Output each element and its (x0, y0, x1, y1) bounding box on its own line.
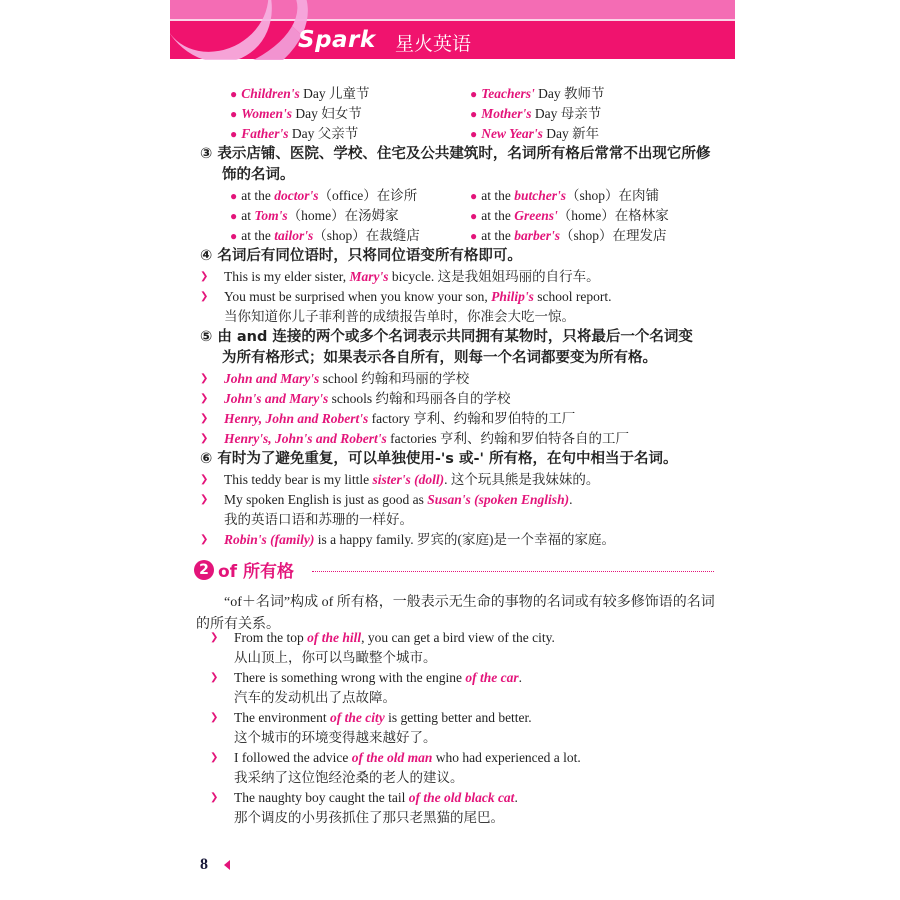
festival-term: Mother's (481, 106, 532, 121)
example-text: The naughty boy caught the tail (234, 790, 409, 805)
example-term: Henry's, John's and Robert's (224, 431, 387, 446)
example-item (210, 628, 720, 668)
example-text: This teddy bear is my little (224, 472, 373, 487)
place-text: （home）在格林家 (557, 208, 669, 223)
place-text: at (241, 208, 255, 223)
example-item (210, 708, 720, 748)
page-number: 8 (200, 856, 208, 873)
rule-text: 有时为了避免重复，可以单独使用-'s 或-' 所有格，在句中相当于名词。 (217, 451, 678, 467)
arrow-bullet-icon: ❯ (200, 494, 209, 505)
bullet-icon: ● (230, 189, 238, 203)
example-text: This is my elder sister, (224, 269, 350, 284)
place-text: （office）在诊所 (318, 188, 418, 203)
page-header-band (170, 0, 735, 60)
rule-number: ③ (200, 146, 213, 162)
rule-3-heading (200, 144, 720, 186)
example-text: is a happy family. 罗宾的(家庭)是一个幸福的家庭。 (314, 532, 615, 547)
place-text: at the (481, 228, 515, 243)
rule-4-heading (200, 246, 720, 267)
bullet-icon: ● (470, 189, 478, 203)
rule-number: ⑤ (200, 329, 213, 345)
place-text: （shop）在裁缝店 (313, 228, 420, 243)
example-item (200, 287, 720, 327)
bullet-icon: ● (470, 107, 478, 121)
example-term: of the city (329, 710, 385, 725)
arrow-bullet-icon: ❯ (200, 291, 209, 302)
festival-row (200, 124, 720, 144)
festival-text: Day 母亲节 (531, 106, 602, 121)
festival-row (200, 84, 720, 104)
place-text: （home）在汤姆家 (287, 208, 399, 223)
section-number-badge: 2 (194, 560, 214, 580)
example-item (200, 267, 720, 287)
example-translation: 那个调皮的小男孩抓住了那只老黑猫的尾巴。 (234, 810, 504, 825)
example-text: , you can get a bird view of the city. (361, 630, 555, 645)
example-term: Philip's (491, 289, 534, 304)
place-text: at the (481, 188, 515, 203)
example-translation: 这个城市的环境变得越来越好了。 (234, 730, 437, 745)
place-term: Tom's (254, 208, 288, 223)
festival-text: Day 父亲节 (288, 126, 359, 141)
festival-term: Children's (241, 86, 300, 101)
example-term: Susan's (spoken English) (427, 492, 570, 507)
rule-text: 为所有格形式；如果表示各自所有，则每一个名词都要变为所有格。 (222, 350, 657, 366)
possessive-rules-section (200, 84, 720, 550)
festival-text: Day 新年 (542, 126, 600, 141)
arrow-bullet-icon: ❯ (200, 474, 209, 485)
festival-term: Women's (241, 106, 293, 121)
rule-text: 表示店铺、医院、学校、住宅及公共建筑时，名词所有格后常常不出现它所修 (217, 146, 711, 162)
example-term: John's and Mary's (224, 391, 329, 406)
example-text: . (514, 790, 518, 805)
example-translation: 汽车的发动机出了点故障。 (234, 690, 396, 705)
example-text: schools 约翰和玛丽各自的学校 (328, 391, 511, 406)
example-text: bicycle. 这是我姐姐玛丽的自行车。 (388, 269, 600, 284)
example-term: of the old black cat (408, 790, 515, 805)
dotted-rule (312, 571, 714, 572)
example-translation: 从山顶上，你可以鸟瞰整个城市。 (234, 650, 437, 665)
arrow-bullet-icon: ❯ (200, 271, 209, 282)
place-term: butcher's (514, 188, 567, 203)
example-term: of the hill (307, 630, 362, 645)
example-term: sister's (doll) (372, 472, 445, 487)
place-text: （shop）在理发店 (560, 228, 667, 243)
festival-text: Day 教师节 (534, 86, 605, 101)
brand-name-cn: 星火英语 (395, 33, 472, 55)
place-term: barber's (514, 228, 561, 243)
example-term: of the old man (351, 750, 433, 765)
rule-number: ⑥ (200, 451, 213, 467)
arrow-bullet-icon: ❯ (210, 792, 219, 803)
place-term: Greens' (514, 208, 558, 223)
festival-list (200, 84, 720, 144)
example-item (200, 470, 720, 490)
arrow-bullet-icon: ❯ (200, 413, 209, 424)
example-translation: 我采纳了这位饱经沧桑的老人的建议。 (234, 770, 464, 785)
rule-text: 饰的名词。 (222, 167, 295, 183)
example-text: . (569, 492, 573, 507)
festival-row (200, 104, 720, 124)
of-possessive-examples (210, 628, 720, 828)
example-item (200, 530, 720, 550)
place-term: tailor's (274, 228, 314, 243)
place-list (200, 186, 720, 246)
bullet-icon: ● (470, 229, 478, 243)
example-item (200, 429, 720, 449)
example-item (210, 668, 720, 708)
example-item (200, 409, 720, 429)
bullet-icon: ● (230, 209, 238, 223)
example-item (210, 748, 720, 788)
section-2-heading (194, 557, 724, 583)
example-term: Henry, John and Robert's (224, 411, 369, 426)
arrow-bullet-icon: ❯ (210, 712, 219, 723)
example-term: John and Mary's (224, 371, 320, 386)
example-translation: 我的英语口语和苏珊的一样好。 (224, 512, 413, 527)
rule-number: ④ (200, 248, 213, 264)
arrow-bullet-icon: ❯ (200, 393, 209, 404)
example-text: From the top (234, 630, 308, 645)
arrow-bullet-icon: ❯ (200, 373, 209, 384)
section-2-intro: “of＋名词”构成 of 所有格，一般表示无生命的事物的名词或有较多修饰语的名词的所有关系。 (196, 595, 715, 632)
example-item (200, 389, 720, 409)
place-row (200, 206, 720, 226)
place-text: at the (241, 188, 275, 203)
place-term: doctor's (274, 188, 319, 203)
arrow-bullet-icon: ❯ (200, 433, 209, 444)
festival-term: Father's (241, 126, 289, 141)
bullet-icon: ● (230, 229, 238, 243)
example-text: You must be surprised when you know your son, (224, 289, 492, 304)
example-text: school 约翰和玛丽的学校 (319, 371, 470, 386)
example-term: Robin's (family) (224, 532, 315, 547)
example-text: . (518, 670, 522, 685)
brand-logo: Spark (298, 27, 376, 53)
place-text: （shop）在肉铺 (566, 188, 660, 203)
example-text: I followed the advice (234, 750, 352, 765)
place-text: at the (481, 208, 515, 223)
arrow-bullet-icon: ❯ (210, 672, 219, 683)
festival-text: Day 儿童节 (299, 86, 370, 101)
bullet-icon: ● (230, 87, 238, 101)
rule-6-heading (200, 449, 720, 470)
rule-text: 名词后有同位语时，只将同位语变所有格即可。 (217, 248, 522, 264)
festival-text: Day 妇女节 (292, 106, 362, 121)
example-text: My spoken English is just as good as (224, 492, 428, 507)
example-text: factories 亨利、约翰和罗伯特各自的工厂 (386, 431, 630, 446)
example-text: . 这个玩具熊是我妹妹的。 (444, 472, 600, 487)
example-text: school report. (533, 289, 612, 304)
arrow-bullet-icon: ❯ (210, 632, 219, 643)
bullet-icon: ● (470, 209, 478, 223)
rule-5-heading (200, 327, 720, 369)
example-term: of the car (465, 670, 519, 685)
festival-term: Teachers' (481, 86, 535, 101)
page-marker-triangle-icon (224, 860, 230, 870)
example-text: The environment (234, 710, 330, 725)
example-item (210, 788, 720, 828)
bullet-icon: ● (230, 107, 238, 121)
example-term: Mary's (349, 269, 389, 284)
example-text: There is something wrong with the engine (234, 670, 466, 685)
section-title: of 所有格 (218, 562, 294, 582)
example-text: who had experienced a lot. (432, 750, 581, 765)
example-item (200, 369, 720, 389)
arrow-bullet-icon: ❯ (210, 752, 219, 763)
rule-text: 由 and 连接的两个或多个名词表示共同拥有某物时，只将最后一个名词变 (217, 329, 693, 345)
bullet-icon: ● (470, 127, 478, 141)
festival-term: New Year's (481, 126, 543, 141)
example-text: factory 亨利、约翰和罗伯特的工厂 (368, 411, 576, 426)
example-translation: 当你知道你儿子菲利普的成绩报告单时，你准会大吃一惊。 (224, 309, 575, 324)
place-row (200, 186, 720, 206)
example-item (200, 490, 720, 530)
place-row (200, 226, 720, 246)
bullet-icon: ● (230, 127, 238, 141)
bullet-icon: ● (470, 87, 478, 101)
example-text: is getting better and better. (384, 710, 532, 725)
place-text: at the (241, 228, 275, 243)
arrow-bullet-icon: ❯ (200, 534, 209, 545)
